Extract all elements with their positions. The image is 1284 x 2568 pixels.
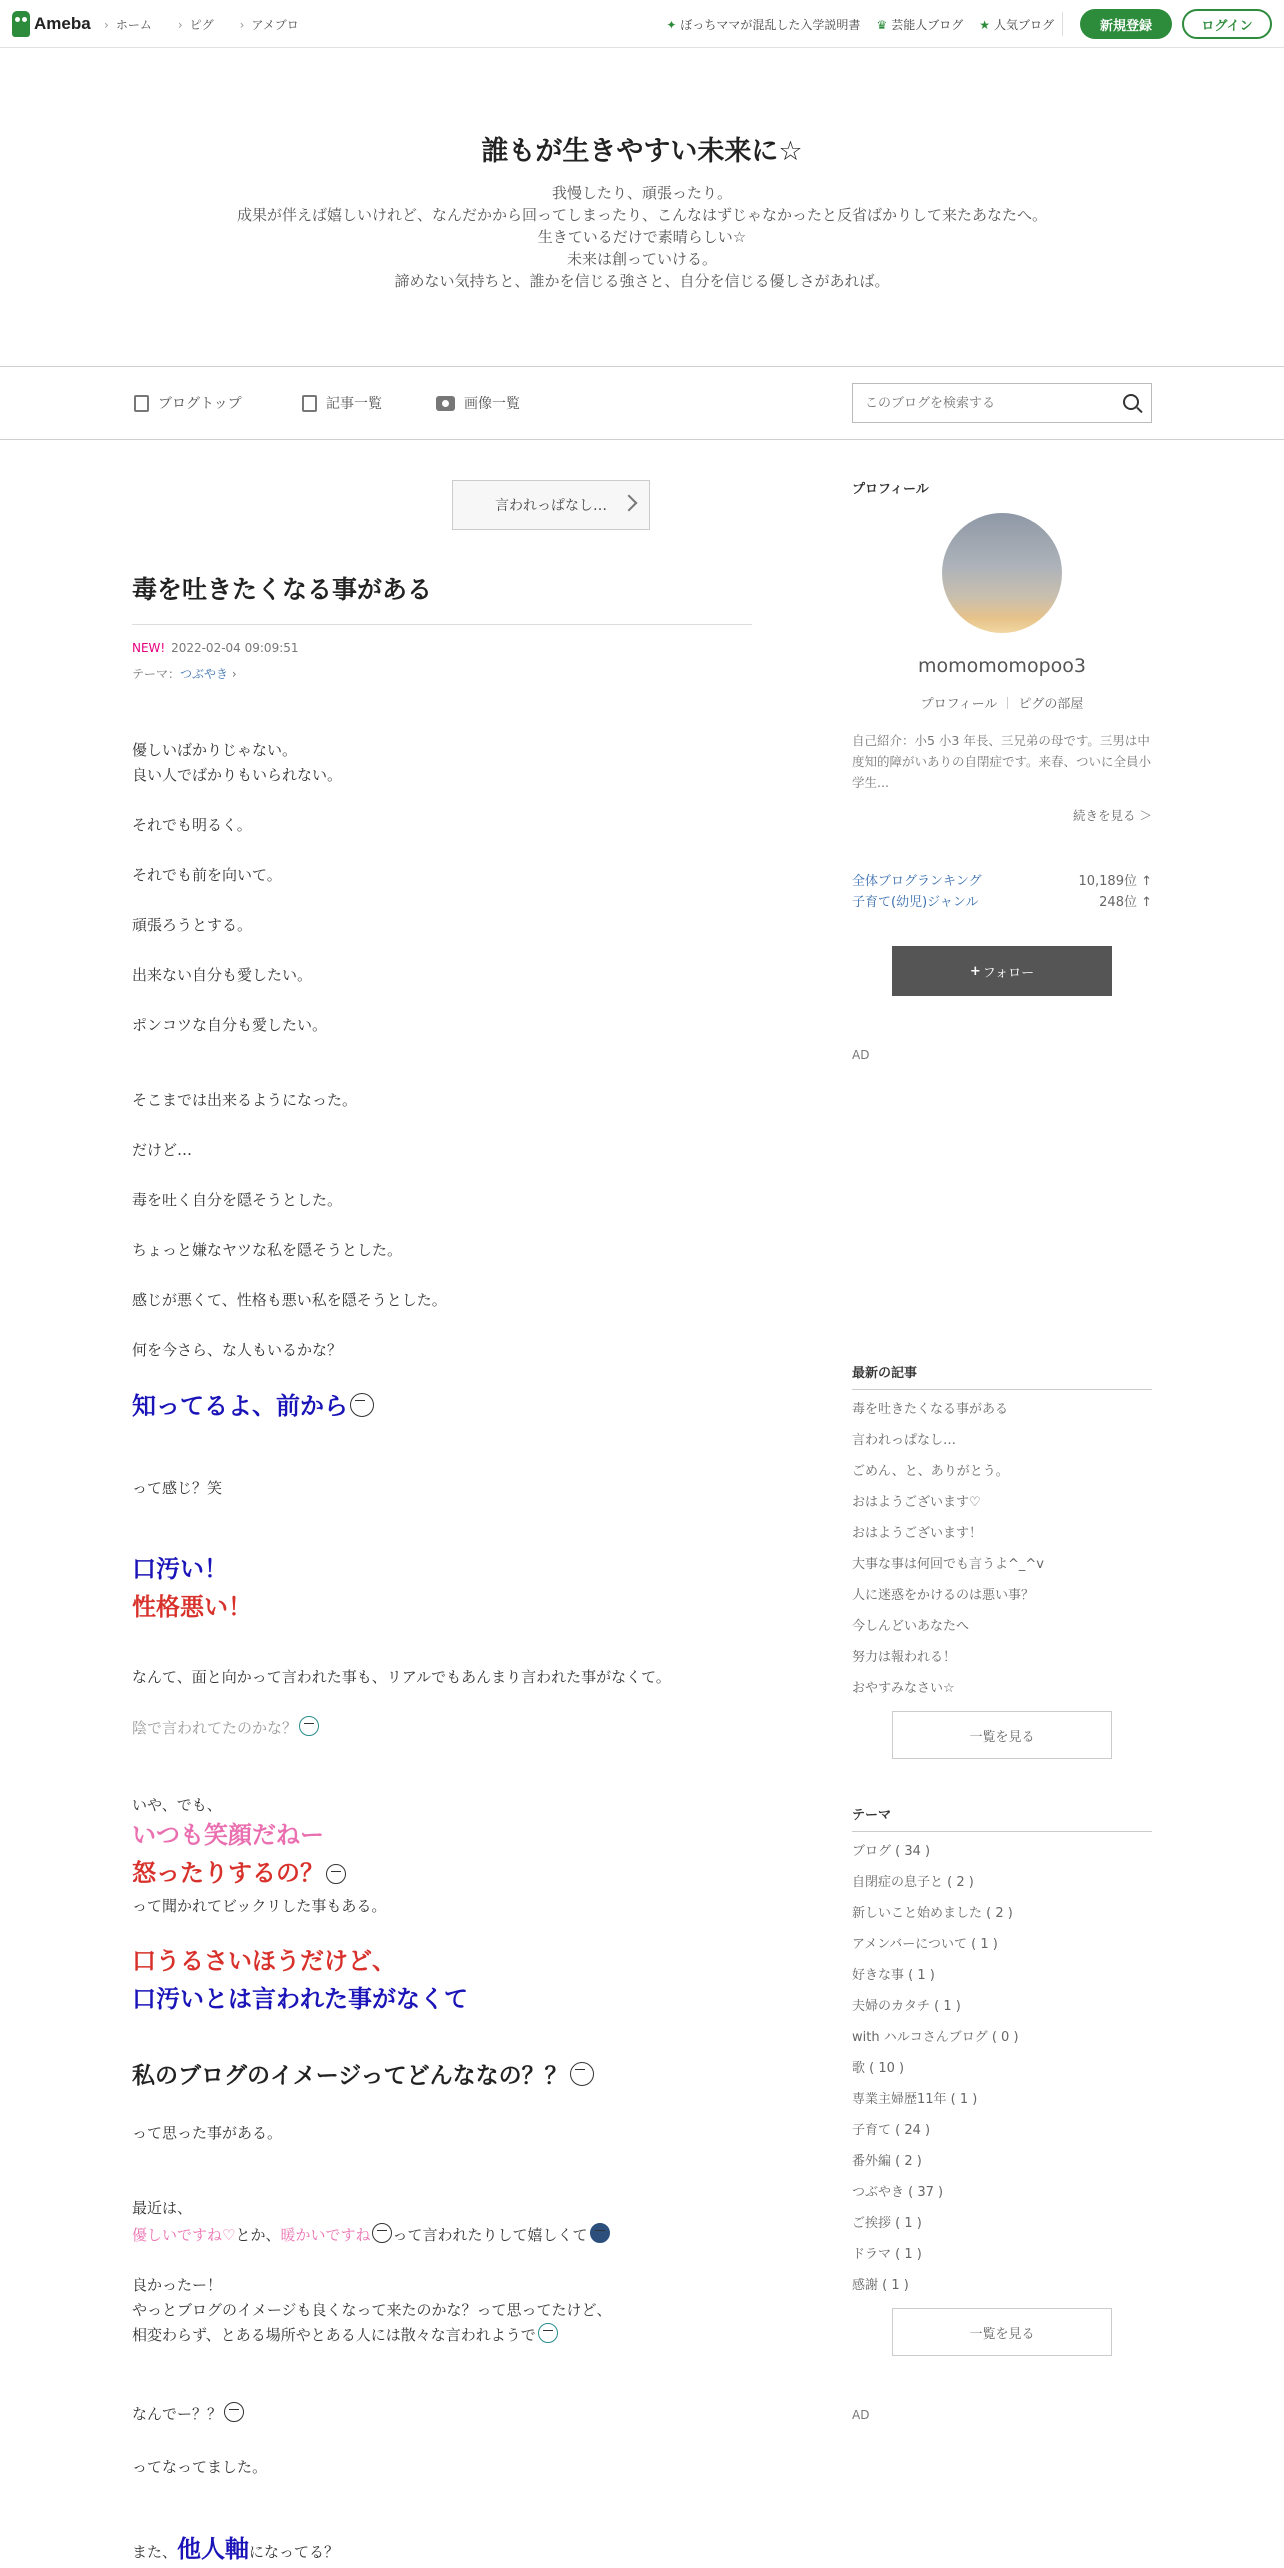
recent-item[interactable]: 人に迷惑をかけるのは悪い事？ bbox=[852, 1588, 1035, 1603]
body-line: って思った事がある。 bbox=[132, 2124, 283, 2142]
emphasis-text: 性格悪い！ bbox=[132, 1593, 252, 1621]
image-list-label: 画像一覧 bbox=[464, 396, 520, 412]
prev-article-label: 言われっぱなし… bbox=[495, 498, 607, 514]
theme-item[interactable]: 好きな事 ( 1 ) bbox=[852, 1968, 935, 1983]
profile-heading bbox=[852, 478, 1152, 505]
theme-item[interactable]: ブログ ( 34 ) bbox=[852, 1844, 931, 1859]
recent-item[interactable]: おはようございます！ bbox=[852, 1526, 983, 1541]
login-button[interactable]: ログイン bbox=[1182, 9, 1272, 39]
theme-heading: テーマ bbox=[852, 1804, 1152, 1832]
featured-link-popular[interactable]: ★ 人気ブログ bbox=[979, 17, 1054, 32]
profile-links bbox=[852, 693, 1152, 712]
recent-item[interactable]: 今しんどいあなたへ bbox=[852, 1619, 970, 1634]
register-button[interactable]: 新規登録 bbox=[1080, 9, 1172, 39]
blog-description-line: 諦めない気持ちと、誰かを信じる強さと、自分を信じる優しさがあれば。 bbox=[394, 272, 890, 290]
nav-home[interactable]: › ホーム bbox=[104, 16, 152, 33]
ad-label: AD bbox=[852, 1048, 870, 1062]
article-title[interactable]: 毒を吐きたくなる事がある bbox=[132, 570, 752, 625]
emphasis-text: 口うるさいほうだけど、 bbox=[132, 1947, 396, 1975]
theme-item[interactable]: 子育て ( 24 ) bbox=[852, 2123, 931, 2138]
hand-emoji-icon bbox=[224, 2402, 244, 2422]
search-icon[interactable] bbox=[1123, 394, 1139, 410]
body-line: って聞かれてビックリした事もある。 bbox=[132, 1897, 387, 1915]
profile-heading-text: プロフィール bbox=[852, 482, 929, 497]
profile-link[interactable]: プロフィール bbox=[920, 697, 998, 712]
body-text: とか、 bbox=[235, 2226, 281, 2244]
follow-label: フォロー bbox=[982, 965, 1035, 981]
heading-line bbox=[132, 2058, 812, 2094]
body-line: なんて、面と向かって言われた事も、リアルでもあんまり言われた事がなくて。 bbox=[132, 1668, 671, 1686]
theme-item[interactable]: 番外編 ( 2 ) bbox=[852, 2154, 922, 2169]
body-line: 最近は、 bbox=[132, 2199, 193, 2217]
body-line bbox=[132, 2530, 812, 2568]
header-divider bbox=[1062, 12, 1063, 36]
featured-link-entrance[interactable]: ✦ ぼっちママが混乱した入学説明書 bbox=[666, 17, 861, 32]
recent-item[interactable]: 言われっぱなし… bbox=[852, 1433, 957, 1448]
emphasis-line bbox=[132, 1854, 812, 1892]
body-line: そこまでは出来るようになった。 bbox=[132, 1091, 358, 1109]
body-line bbox=[132, 2223, 812, 2248]
emphasis-block bbox=[132, 1816, 812, 1892]
follow-button[interactable] bbox=[892, 946, 1112, 996]
body-line: それでも前を向いて。 bbox=[132, 866, 282, 884]
recent-item[interactable]: おやすみなさい☆ bbox=[852, 1681, 955, 1696]
body-line: ちょっと嫌なヤツな私を隠そうとした。 bbox=[132, 1241, 403, 1259]
blog-description-line: 成果が伴えば嬉しいけれど、なんだかから回ってしまったり、こんなはずじゃなかったと反省ばかりして来たあなたへ。 bbox=[236, 206, 1047, 224]
theme-list-button[interactable]: 一覧を見る bbox=[892, 2308, 1112, 2356]
body-text: なんでー？？ bbox=[132, 2405, 223, 2423]
chevron-right-icon bbox=[621, 495, 638, 512]
crown-icon: ♛ bbox=[876, 17, 888, 32]
article-theme: テーマ：つぶやき › bbox=[132, 667, 237, 681]
emphasis-text: 口汚いとは言われた事がなくて bbox=[132, 1985, 468, 2013]
theme-item[interactable]: 歌 ( 10 ) bbox=[852, 2061, 905, 2076]
featured-link-celebrity[interactable]: ♛ 芸能人ブログ bbox=[876, 17, 964, 32]
ranking-value: 248位 ↑ bbox=[1099, 895, 1152, 910]
body-line: 感じが悪くて、性格も悪い私を隠そうとした。 bbox=[132, 1291, 447, 1309]
nav-pigg[interactable]: › ピグ bbox=[178, 16, 214, 33]
article-list-label: 記事一覧 bbox=[326, 396, 382, 412]
plus-icon: + bbox=[969, 963, 981, 979]
ranking-overall[interactable] bbox=[852, 870, 1152, 889]
pink-text: 優しいですね♡ bbox=[132, 2226, 236, 2244]
body-text: また、 bbox=[132, 2543, 178, 2561]
article-list-link[interactable] bbox=[302, 367, 382, 439]
blog-header bbox=[0, 49, 1284, 367]
crying-emoji-icon bbox=[538, 2323, 558, 2343]
self-introduction: 自己紹介：小5 小3 年長、三兄弟の母です。三男は中度知的障がいありの自閉症です。来春、ついに全員小学生... bbox=[852, 733, 1152, 790]
ameba-logo-icon bbox=[12, 11, 30, 37]
body-text: 相変わらず、とある場所やとある人には散々な言われようで bbox=[132, 2326, 536, 2344]
ameba-logo[interactable] bbox=[12, 10, 91, 38]
recent-item[interactable]: 大事な事は何回でも言うよ^_^v bbox=[852, 1557, 1044, 1572]
nav-ameblo[interactable]: › アメブロ bbox=[240, 16, 299, 33]
emphasis-text: 口汚い！ bbox=[132, 1555, 228, 1583]
theme-item[interactable]: 夫婦のカタチ ( 1 ) bbox=[852, 1999, 961, 2014]
emphasis-text: 怒ったりするの？ bbox=[132, 1859, 324, 1887]
body-line bbox=[132, 2323, 812, 2348]
smile-emoji-icon bbox=[350, 1393, 374, 1417]
article-meta bbox=[132, 641, 752, 655]
recent-list-button[interactable]: 一覧を見る bbox=[892, 1711, 1112, 1759]
sparkle-icon: ✦ bbox=[666, 17, 677, 32]
body-line: ってなってました。 bbox=[132, 2458, 268, 2476]
body-line: それでも明るく。 bbox=[132, 816, 252, 834]
angry-emoji-icon bbox=[326, 1864, 346, 1884]
emphasis-text: いつも笑顔だねー bbox=[132, 1821, 324, 1849]
featured-links bbox=[666, 0, 1054, 48]
read-more-link[interactable]: 続きを見る ＞ bbox=[1073, 808, 1152, 823]
theme-item[interactable]: 自閉症の息子と ( 2 ) bbox=[852, 1875, 974, 1890]
prev-article-button[interactable] bbox=[452, 480, 650, 530]
ad-label: AD bbox=[852, 2408, 870, 2422]
body-line bbox=[132, 2402, 812, 2427]
blog-description-line: 未来は創っていける。 bbox=[566, 250, 717, 268]
global-nav bbox=[104, 0, 299, 48]
article-header bbox=[132, 570, 752, 682]
global-header bbox=[0, 0, 1284, 48]
camera-icon bbox=[436, 396, 455, 411]
blog-description-line: 生きているだけで素晴らしい☆ bbox=[537, 228, 747, 246]
recent-heading: 最新の記事 bbox=[852, 1362, 1152, 1390]
document-icon bbox=[134, 395, 149, 412]
theme-item[interactable]: アメンバーについて ( 1 ) bbox=[852, 1937, 998, 1952]
blog-nav bbox=[0, 366, 1284, 440]
theme-item[interactable]: 新しいこと始めました ( 2 ) bbox=[852, 1906, 1013, 1921]
copy-icon bbox=[302, 395, 317, 412]
body-line bbox=[132, 1716, 812, 1741]
body-line: 良かったー！ bbox=[132, 2276, 223, 2294]
body-heading: 私のブログのイメージってどんななの？？ bbox=[132, 2063, 568, 2089]
body-line: って感じ？笑 bbox=[132, 1479, 223, 1497]
body-line: やっとブログのイメージも良くなって来たのかな？って思ってたけど、 bbox=[132, 2301, 612, 2319]
image-list-link[interactable] bbox=[436, 367, 520, 439]
theme-label: テーマ： bbox=[132, 667, 181, 681]
blog-description-line: 我慢したり、頑張ったり。 bbox=[551, 184, 732, 202]
theme-item[interactable]: つぶやき ( 37 ) bbox=[852, 2185, 944, 2200]
body-line: 毒を吐く自分を隠そうとした。 bbox=[132, 1191, 343, 1209]
theme-item[interactable]: with ハルコさんブログ ( 0 ) bbox=[852, 2030, 1019, 2045]
pink-text: 暖かいですね bbox=[280, 2226, 371, 2244]
body-text: って言われたりして嬉しくて bbox=[392, 2226, 588, 2244]
new-badge: NEW! bbox=[132, 641, 166, 655]
blog-description bbox=[0, 182, 1284, 292]
emphasis-block bbox=[132, 1942, 812, 2018]
theme-item[interactable]: ご挨拶 ( 1 ) bbox=[852, 2216, 922, 2231]
body-line: 良い人でばかりもいられない。 bbox=[132, 766, 343, 784]
star-icon: ★ bbox=[979, 17, 990, 32]
article-date: 2022-02-04 09:09:51 bbox=[171, 641, 299, 655]
body-text: になってる？ bbox=[249, 2543, 340, 2561]
ranking-label: 子育て(幼児)ジャンル bbox=[852, 895, 979, 910]
recent-item[interactable]: おはようございます♡ bbox=[852, 1495, 981, 1510]
body-line: 優しいばかりじゃない。 bbox=[132, 741, 298, 759]
blog-top-link[interactable] bbox=[134, 367, 242, 439]
pig-room-link[interactable]: ピグの部屋 bbox=[1018, 697, 1084, 712]
theme-link[interactable]: つぶやき bbox=[180, 667, 229, 681]
body-line: 出来ない自分も愛したい。 bbox=[132, 966, 313, 984]
ranking-label: 全体ブログランキング bbox=[852, 874, 982, 889]
article-body bbox=[132, 738, 812, 788]
emphasis-text: 他人軸 bbox=[177, 2535, 250, 2563]
divider bbox=[1007, 697, 1008, 709]
emphasis-line bbox=[132, 1387, 812, 1425]
body-line: だけど… bbox=[132, 1141, 193, 1159]
emphasis-text: 知ってるよ、前から bbox=[132, 1392, 348, 1420]
body-line: ポンコツな自分も愛したい。 bbox=[132, 1016, 328, 1034]
recent-item[interactable]: 努力は報われる！ bbox=[852, 1650, 957, 1665]
recent-item[interactable]: ごめん、と、ありがとう。 bbox=[852, 1464, 1009, 1479]
body-line: 何を今さら、な人もいるかな？ bbox=[132, 1341, 343, 1359]
recent-item[interactable]: 毒を吐きたくなる事がある bbox=[852, 1402, 1009, 1417]
smile-emoji-icon bbox=[299, 1716, 319, 1736]
ranking-value: 10,189位 ↑ bbox=[1078, 874, 1152, 889]
thinking-emoji-icon bbox=[570, 2062, 594, 2086]
theme-item[interactable]: ドラマ ( 1 ) bbox=[852, 2247, 922, 2262]
blog-search bbox=[852, 383, 1152, 423]
blog-search-input[interactable] bbox=[853, 384, 1103, 422]
theme-item[interactable]: 感謝 ( 1 ) bbox=[852, 2278, 909, 2293]
body-line: 頑張ろうとする。 bbox=[132, 916, 253, 934]
avatar[interactable] bbox=[942, 513, 1062, 633]
theme-list bbox=[852, 1804, 1152, 2301]
username[interactable]: momomomopoo3 bbox=[918, 655, 1086, 677]
ameba-logo-text: Ameba bbox=[34, 14, 91, 33]
blog-title[interactable]: 誰もが生きやすい未来に☆ bbox=[481, 136, 803, 167]
girl-emoji-icon bbox=[590, 2223, 610, 2243]
ranking-genre[interactable] bbox=[852, 891, 1152, 910]
happy-emoji-icon bbox=[372, 2223, 392, 2243]
recent-articles bbox=[852, 1362, 1152, 1704]
emphasis-block bbox=[132, 1550, 812, 1626]
body-text: 陰で言われてたのかな？ bbox=[132, 1719, 298, 1737]
blog-top-label: ブログトップ bbox=[158, 396, 242, 412]
body-line: いや、でも、 bbox=[132, 1796, 222, 1814]
theme-item[interactable]: 専業主婦歴11年 ( 1 ) bbox=[852, 2092, 978, 2107]
